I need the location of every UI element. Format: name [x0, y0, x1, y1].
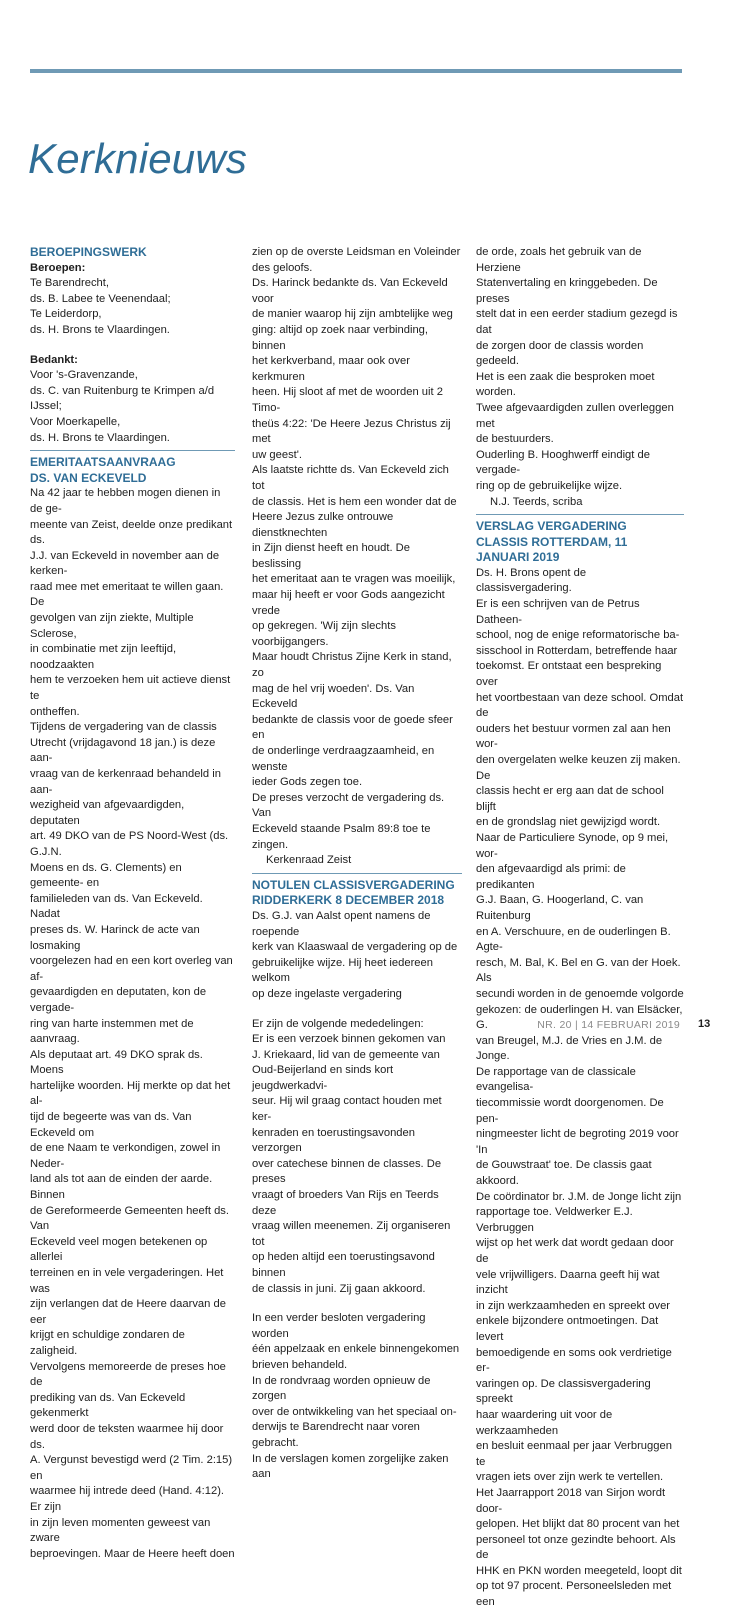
text-line: sisschool in Rotterdam, betreffende haar — [476, 644, 678, 657]
text-line: de onderlinge verdraagzaamheid, en wenste — [252, 745, 435, 773]
article-body — [252, 1017, 462, 1298]
text-line: De preses verzocht de vergadering ds. Van — [252, 791, 445, 820]
text-line: over catechese binnen de classes. De preses — [252, 1157, 442, 1186]
text-line: art. 49 DKO van de PS Noord-West (ds. G.J.N. — [30, 830, 229, 858]
text-line: varingen op. De classisvergadering spreekt — [476, 1377, 651, 1406]
text-line: bedankte de classis voor de goede sfeer en — [252, 713, 453, 742]
text-line: haar waardering uit voor de werkzaamheden — [476, 1408, 613, 1437]
text-line: voorgelezen had en een kort overleg van af- — [30, 955, 233, 983]
text-line: terreinen en in vele vergaderingen. Het was — [30, 1267, 224, 1295]
section-heading-verslag-sub: CLASSIS ROTTERDAM, 11 JANUARI 2019 — [476, 534, 628, 565]
text-line: Naar de Particuliere Synode, op 9 mei, wor- — [476, 831, 669, 860]
text-line: J. Kriekaard, lid van de gemeente van — [252, 1048, 440, 1061]
article-body — [252, 1311, 462, 1483]
text-line: stelt dat in een eerder stadium gezegd is dat — [476, 308, 678, 336]
text-line: Twee afgevaardigden zullen overleggen met — [476, 401, 674, 430]
text-line: ring op de gebruikelijke wijze. — [476, 479, 623, 492]
text-line: in zijn leven momenten geweest van zware — [30, 1516, 211, 1545]
beroepen-label: Beroepen: — [30, 261, 86, 274]
text-line: vele vrijwilligers. Daarna geeft hij wat inzicht — [476, 1268, 660, 1297]
text-line: In een verder besloten vergadering worden — [252, 1312, 426, 1340]
section-heading-notulen-sub: RIDDERKERK 8 DECEMBER 2018 — [252, 893, 445, 908]
text-line: en de grondslag niet gewijzigd wordt. — [476, 816, 661, 829]
text-line: personeel tot onze gezindte behoort. Als de — [476, 1533, 676, 1562]
text-line: de classis. Het is hem een wonder dat de — [252, 495, 457, 508]
text-line: bemoedigende en soms ook verdrietige er- — [476, 1346, 672, 1375]
text-line: en A. Verschuure, en de ouderlingen B. Agte- — [476, 925, 671, 954]
text-line: zijn verlangen dat de Heere daarvan de eer — [30, 1298, 226, 1326]
text-line: HHK en PKN worden meegeteld, loopt dit — [476, 1564, 682, 1577]
text-line: Ouderling B. Hooghwerff eindigt de vergade- — [476, 448, 650, 477]
text-line: brieven behandeld. — [252, 1358, 348, 1371]
text-line: ds. H. Brons te Vlaardingen. — [30, 431, 170, 444]
text-line: Tijdens de vergadering van de classis — [30, 721, 217, 734]
text-line: ds. C. van Ruitenburg te Krimpen a/d IJssel; — [30, 384, 215, 413]
text-line: den afgevaardigd als primi: de predikanten — [476, 863, 626, 891]
text-line: familieleden van ds. Van Eckeveld. Nadat — [30, 892, 203, 921]
text-line: mag de hel vrij woeden'. Ds. Van Eckeveld — [252, 682, 415, 711]
text-line: Het Jaarrapport 2018 van Sirjon wordt door- — [476, 1486, 666, 1515]
text-line: Ds. Harinck bedankte ds. Van Eckeveld voor — [252, 277, 448, 305]
text-line: ging: altijd op zoek naar verbinding, binnen — [252, 323, 429, 352]
text-line: Te Barendrecht, — [30, 277, 109, 290]
text-line: de bestuurders. — [476, 433, 554, 446]
footer-issue: NR. 20 | 14 FEBRUARI 2019 — [537, 1019, 680, 1031]
text-line: A. Vergunst bevestigd werd (2 Tim. 2:15) en — [30, 1454, 233, 1482]
bedankt-label: Bedankt: — [30, 353, 78, 366]
text-line: Het is een zaak die besproken moet worden. — [476, 370, 655, 399]
text-line: Oud-Beijerland en sinds kort jeugdwerkadvi- — [252, 1064, 394, 1092]
text-line: vragen iets over zijn werk te vertellen. — [476, 1471, 664, 1484]
article-body — [476, 245, 684, 495]
text-line: heen. Hij sloot af met de woorden uit 2 Timo- — [252, 386, 443, 414]
article-body — [476, 566, 684, 1611]
text-line: in Zijn dienst heeft en houdt. De beslissing — [252, 542, 410, 570]
text-line: tijd de begeerte was van ds. Van Eckeveld om — [30, 1111, 192, 1139]
text-line: hem te verzoeken hem uit actieve dienst te — [30, 674, 231, 703]
text-line: meente van Zeist, deelde onze predikant ds. — [30, 518, 233, 547]
text-line: preses ds. W. Harinck de acte van losmaking — [30, 923, 200, 952]
text-line: tiecommissie wordt doorgenomen. De pen- — [476, 1097, 664, 1125]
text-line: In de rondvraag worden opnieuw de zorgen — [252, 1374, 431, 1403]
text-line: De rapportage van de classicale evangelisa- — [476, 1065, 636, 1094]
text-line: Er zijn de volgende mededelingen: — [252, 1017, 424, 1030]
section-heading-beroepingswerk: BEROEPINGSWERK — [30, 245, 147, 259]
text-line: Ds. G.J. van Aalst opent namens de roepende — [252, 909, 431, 938]
text-line: ouders het bestuur vormen zal aan hen wor- — [476, 722, 671, 751]
text-line: op tot 97 procent. Personeelsleden met een — [476, 1580, 672, 1609]
section-rule — [476, 514, 684, 515]
text-line: Ds. H. Brons opent de classisvergadering. — [476, 566, 587, 595]
text-line: in combinatie met zijn leeftijd, noodzaakten — [30, 643, 177, 671]
text-line: hartelijke woorden. Hij merkte op dat het al- — [30, 1079, 231, 1108]
text-line: Er is een verzoek binnen gekomen van — [252, 1033, 446, 1046]
bedankt-list — [30, 368, 235, 446]
text-line: seur. Hij wil graag contact houden met ker- — [252, 1095, 442, 1124]
text-line: de Gereformeerde Gemeenten heeft ds. Van — [30, 1204, 230, 1233]
text-line: raad mee met emeritaat te willen gaan. De — [30, 580, 224, 609]
column-1 — [30, 245, 235, 1562]
text-line: land als tot aan de einden der aarde. Binnen — [30, 1173, 213, 1202]
text-line: derwijs te Barendrecht naar voren gebracht. — [252, 1421, 420, 1449]
section-heading-emeritaat-sub: DS. VAN ECKEVELD — [30, 470, 147, 485]
page-number: 13 — [698, 1018, 711, 1030]
text-line: ring van harte instemmen met de aanvraag. — [30, 1017, 194, 1046]
text-line: op gekregen. 'Wij zijn slechts voorbijgangers. — [252, 620, 396, 648]
text-line: G.J. Baan, G. Hoogerland, C. van Ruitenburg — [476, 894, 644, 922]
text-line: wezigheid van afgevaardigden, deputaten — [30, 799, 185, 827]
text-line: gelopen. Het blijkt dat 80 procent van het — [476, 1518, 680, 1531]
article-body — [252, 909, 462, 1003]
text-line: Utrecht (vrijdagavond 18 jan.) is deze aan- — [30, 736, 216, 765]
text-line: de Gouwstraat' toe. De classis gaat akkoord. — [476, 1159, 652, 1188]
text-line: Vervolgens memoreerde de preses hoe de — [30, 1360, 226, 1389]
text-line: de orde, zoals het gebruik van de Herziene — [476, 246, 642, 274]
text-line: Voor 's-Gravenzande, — [30, 369, 138, 382]
text-line: Als laatste richtte ds. Van Eckeveld zich tot — [252, 464, 449, 492]
section-heading-notulen: NOTULEN CLASSISVERGADERING — [252, 877, 455, 892]
text-line: kerk van Klaaswaal de vergadering op de — [252, 941, 458, 954]
text-line: Te Leiderdorp, — [30, 308, 102, 321]
text-line: In de verslagen komen zorgelijke zaken aan — [252, 1452, 449, 1481]
page-title: Kerknieuws — [28, 135, 248, 182]
text-line: Er is een schrijven van de Petrus Datheen- — [476, 598, 640, 626]
text-line: wijst op het werk dat wordt gedaan door de — [476, 1237, 674, 1265]
text-line: Statenvertaling en kringgebeden. De preses — [476, 277, 658, 305]
text-line: zien op de overste Leidsman en Voleinder — [252, 246, 461, 258]
text-line: Heere Jezus zulke ontrouwe dienstknechten — [252, 511, 394, 539]
column-2 — [252, 245, 462, 1483]
text-line: secundi worden in de genoemde volgorde — [476, 987, 684, 1000]
text-line: uw geest'. — [252, 448, 303, 461]
text-line: de classis in juni. Zij gaan akkoord. — [252, 1282, 426, 1295]
text-line: gekozen: de ouderlingen H. van Elsäcker, G. — [476, 1003, 683, 1032]
top-rule — [30, 69, 682, 73]
text-line: des geloofs. — [252, 261, 313, 274]
text-line: vraagt of broeders Van Rijs en Teerds deze — [252, 1189, 439, 1217]
text-line: één appelzaak en enkele binnengekomen — [252, 1343, 460, 1356]
text-line: kenraden en toerustingsavonden verzorgen — [252, 1126, 415, 1155]
text-line: ningmeester licht de begroting 2019 voor 'In — [476, 1128, 679, 1156]
text-line: vraag willen meenemen. Zij organiseren tot — [252, 1220, 451, 1248]
text-line: op heden altijd een toerustingsavond binnen — [252, 1251, 435, 1279]
text-line: rapportage toe. Veldwerker E.J. Verbruggen — [476, 1206, 633, 1234]
text-line: gevolgen van zijn ziekte, Multiple Sclerose, — [30, 612, 194, 640]
text-line: toekomst. Er ontstaat een bespreking over — [476, 660, 662, 689]
section-rule — [30, 450, 235, 451]
text-line: Eckeveld veel mogen betekenen op allerlei — [30, 1235, 208, 1264]
section-heading-emeritaat: EMERITAATSAANVRAAG — [30, 455, 176, 470]
article-body — [30, 486, 235, 1562]
text-line: het emeritaat aan te vragen was moeilijk, — [252, 573, 456, 586]
text-line: het kerkverband, maar ook over kerkmuren — [252, 355, 410, 383]
text-line: de zorgen door de classis worden gedeeld. — [476, 339, 644, 368]
signature: Kerkenraad Zeist — [266, 854, 352, 867]
text-line: waarmee hij intrede deed (Hand. 4:12). Er zijn — [30, 1485, 225, 1513]
text-line: resch, M. Bal, K. Bel en G. van der Hoek. Als — [476, 956, 681, 985]
text-line: ontheffen. — [30, 705, 80, 718]
text-line: krijgt en schuldige zondaren de zaligheid. — [30, 1329, 185, 1357]
text-line: Eckeveld staande Psalm 89:8 toe te zingen. — [252, 822, 431, 851]
text-line: maar hij heeft er voor Gods aangezicht vrede — [252, 589, 445, 617]
text-line: vraag van de kerkenraad behandeld in aan- — [30, 768, 221, 796]
column-3 — [476, 245, 684, 1611]
text-line: den overgelaten welke keuzen zij maken. De — [476, 754, 681, 782]
beroepen-list — [30, 276, 235, 338]
text-line: en besluit eenmaal per jaar Verbruggen te — [476, 1440, 672, 1468]
text-line: werd door de teksten waarmee hij door ds. — [30, 1422, 224, 1451]
text-line: in zijn werkzaamheden en spreekt over — [476, 1299, 671, 1312]
text-line: De coördinator br. J.M. de Jonge licht zijn — [476, 1190, 682, 1203]
text-line: theüs 4:22: 'De Heere Jezus Christus zij met — [252, 417, 451, 446]
text-line: ds. H. Brons te Vlaardingen. — [30, 323, 170, 336]
text-line: ieder Gods zegen toe. — [252, 776, 363, 789]
text-line: de manier waarop hij zijn ambtelijke weg — [252, 308, 453, 321]
text-line: Voor Moerkapelle, — [30, 415, 121, 428]
text-line: school, nog de enige reformatorische ba- — [476, 629, 680, 642]
article-body — [252, 245, 462, 853]
text-line: enkele bijzondere ontmoetingen. Dat levert — [476, 1315, 659, 1343]
text-line: prediking van ds. Van Eckeveld gekenmerkt — [30, 1391, 186, 1420]
text-line: ds. B. Labee te Veenendaal; — [30, 292, 171, 305]
text-line: Moens en ds. G. Clements) en gemeente- en — [30, 861, 182, 890]
text-line: beproevingen. Maar de Heere heeft doen — [30, 1547, 235, 1560]
text-line: gevaardigden en deputaten, kon de vergade- — [30, 986, 207, 1014]
signature: N.J. Teerds, scriba — [490, 495, 583, 508]
text-line: J.J. van Eckeveld in november aan de kerken- — [30, 549, 220, 578]
text-line: van Breugel, M.J. de Vries en J.M. de Jonge. — [476, 1034, 663, 1063]
text-line: gebruikelijke wijze. Hij heet iedereen welkom — [252, 956, 433, 985]
text-line: het voortbestaan van deze school. Omdat de — [476, 691, 684, 720]
section-rule — [252, 873, 462, 874]
text-line: classis hecht er erg aan dat de school blijft — [476, 785, 664, 813]
text-line: Na 42 jaar te hebben mogen dienen in de ge- — [30, 487, 221, 515]
text-line: de ene Naam te verkondigen, zowel in Neder- — [30, 1142, 221, 1170]
text-line: Als deputaat art. 49 DKO sprak ds. Moens — [30, 1048, 203, 1077]
text-line: Maar houdt Christus Zijne Kerk in stand, zo — [252, 651, 452, 680]
text-line: op deze ingelaste vergadering — [252, 987, 402, 1000]
section-heading-verslag: VERSLAG VERGADERING — [476, 519, 627, 534]
text-line: over de ontwikkeling van het speciaal on- — [252, 1405, 457, 1418]
